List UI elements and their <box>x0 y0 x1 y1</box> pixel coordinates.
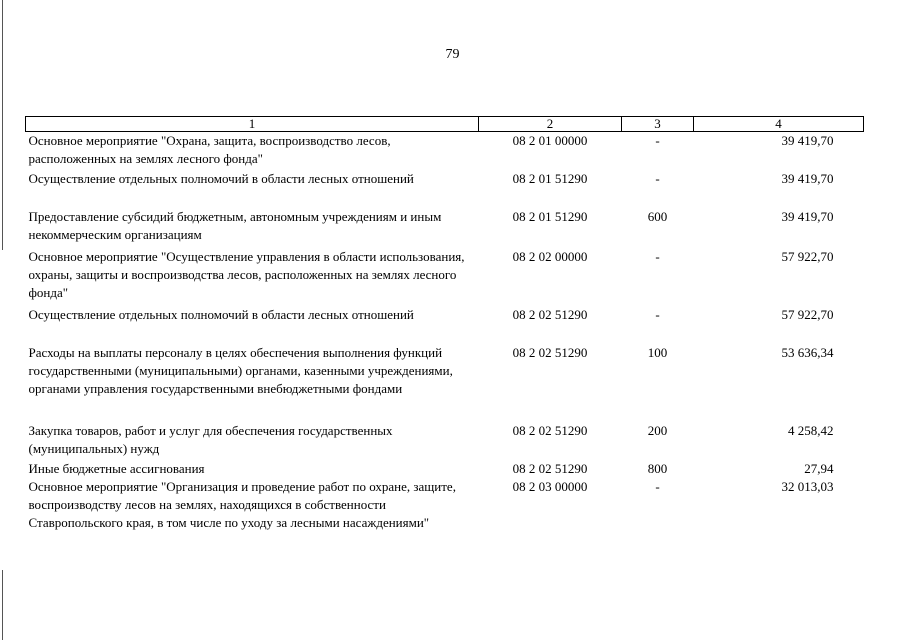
row-name: Основное мероприятие "Осуществление управления в области использования, охраны, защиты и воспроизводства лесов, расположенных на землях лесного фонда" <box>28 248 465 300</box>
row-name: Предоставление субсидий бюджетным, автономным учреждениям и иным некоммерческим организациям <box>28 208 442 242</box>
scan-left-edge-line-lower <box>2 570 3 640</box>
row-code: 08 2 01 51290 <box>512 208 588 224</box>
header-col-2: 2 <box>479 117 622 132</box>
row-amount: 57 922,70 <box>781 248 834 264</box>
row-expense-type: - <box>655 170 660 186</box>
row-expense-type: 800 <box>647 460 668 476</box>
table-row <box>26 132 864 170</box>
row-name: Закупка товаров, работ и услуг для обеспечения государственных (муниципальных) нужд <box>28 422 393 456</box>
row-name: Расходы на выплаты персоналу в целях обеспечения выполнения функций государственными (муниципальными) органами, казенными учреждениями, органами управления государственными внебюджетными фондами <box>28 344 453 396</box>
row-expense-type: 600 <box>647 208 668 224</box>
table-row <box>26 208 864 248</box>
row-code: 08 2 02 51290 <box>512 306 588 322</box>
row-name: Основное мероприятие "Организация и проведение работ по охране, защите, воспроизводству лесов на землях, находящихся в собственности Ставропольского края, в том числе по уходу за лесными насаждениями" <box>28 478 456 530</box>
scan-left-edge-line <box>2 0 3 250</box>
row-code: 08 2 01 00000 <box>512 133 588 148</box>
header-col-3: 3 <box>622 117 694 132</box>
header-col-4: 4 <box>694 117 864 132</box>
row-amount: 39 419,70 <box>781 170 834 186</box>
row-amount: 57 922,70 <box>781 306 834 322</box>
row-expense-type: - <box>655 133 660 148</box>
row-amount: 4 258,42 <box>788 422 834 438</box>
row-amount: 53 636,34 <box>781 344 834 360</box>
table-row <box>26 422 864 460</box>
table-row <box>26 170 864 208</box>
row-expense-type: - <box>655 478 660 494</box>
row-code: 08 2 02 51290 <box>512 460 588 476</box>
header-col-1: 1 <box>26 117 479 132</box>
table-row <box>26 248 864 306</box>
table-row <box>26 478 864 550</box>
row-name: Иные бюджетные ассигнования <box>28 460 205 476</box>
row-name: Осуществление отдельных полномочий в области лесных отношений <box>28 170 414 186</box>
row-code: 08 2 01 51290 <box>512 170 588 186</box>
row-amount: 32 013,03 <box>781 478 834 494</box>
row-expense-type: 200 <box>647 422 668 438</box>
row-name: Основное мероприятие "Охрана, защита, воспроизводство лесов, расположенных на землях лесного фонда" <box>28 133 391 166</box>
table-row <box>26 344 864 422</box>
row-name: Осуществление отдельных полномочий в области лесных отношений <box>28 306 414 322</box>
row-code: 08 2 02 51290 <box>512 344 588 360</box>
row-code: 08 2 03 00000 <box>512 478 588 494</box>
table-row <box>26 306 864 344</box>
page-number: 79 <box>445 47 460 62</box>
row-expense-type: - <box>655 306 660 322</box>
row-code: 08 2 02 51290 <box>512 422 588 438</box>
row-expense-type: 100 <box>647 344 668 360</box>
row-expense-type: - <box>655 248 660 264</box>
row-amount: 39 419,70 <box>781 208 834 224</box>
table-header-row <box>26 117 864 132</box>
budget-table <box>25 116 864 550</box>
row-amount: 27,94 <box>804 460 834 476</box>
row-code: 08 2 02 00000 <box>512 248 588 264</box>
row-amount: 39 419,70 <box>781 133 834 148</box>
table-row <box>26 460 864 478</box>
